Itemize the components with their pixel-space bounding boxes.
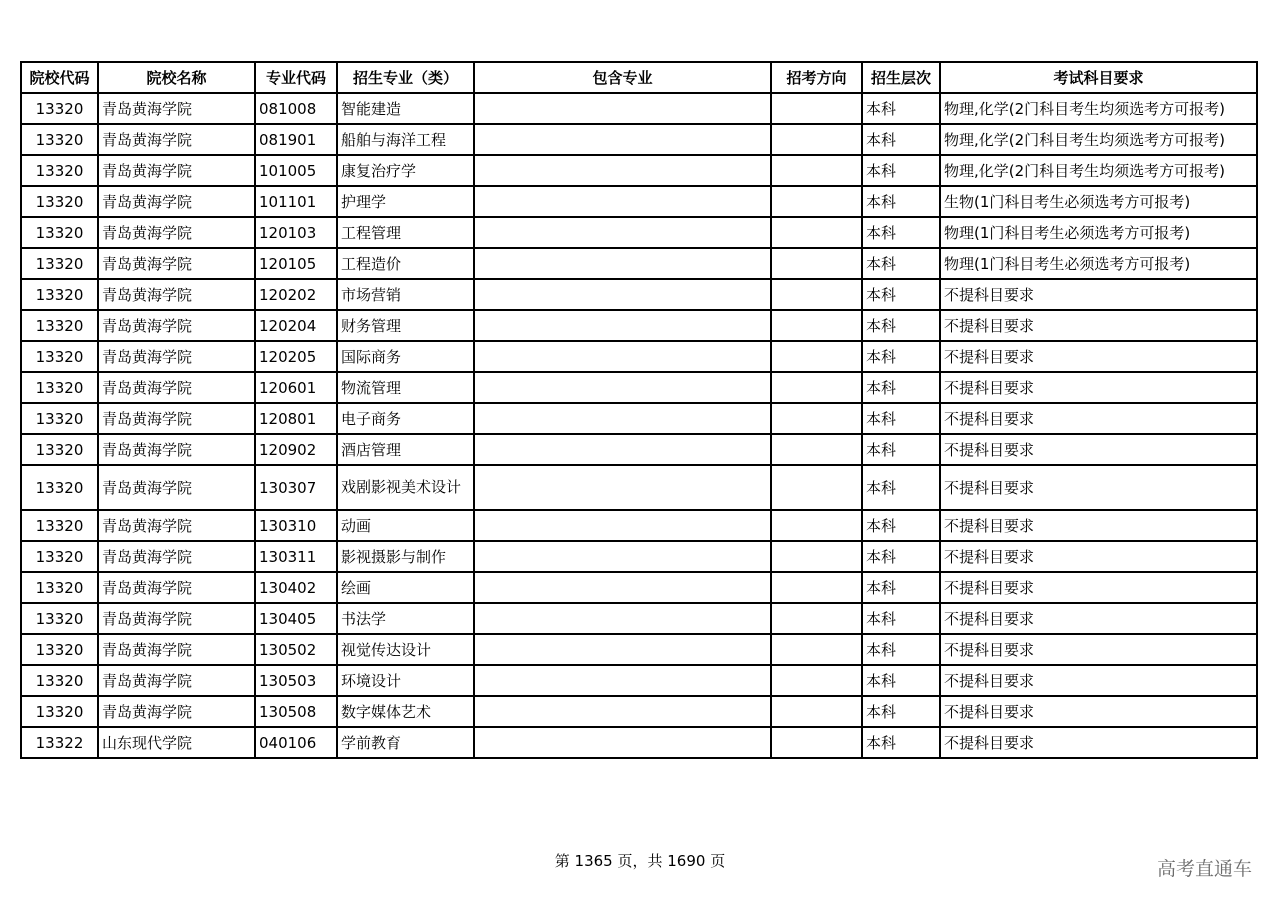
header-major: 招生专业（类） [337, 62, 474, 93]
cell-major-code: 081008 [255, 93, 337, 124]
cell-subject-requirements: 不提科目要求 [940, 465, 1257, 510]
cell-major: 戏剧影视美术设计 [337, 465, 474, 510]
cell-included-majors [474, 434, 771, 465]
table-row [21, 341, 1257, 372]
table-row [21, 696, 1257, 727]
cell-major-code: 130502 [255, 634, 337, 665]
cell-school-code: 13320 [21, 603, 98, 634]
cell-school-code: 13320 [21, 248, 98, 279]
cell-level: 本科 [862, 727, 940, 758]
cell-direction [771, 93, 862, 124]
cell-included-majors [474, 372, 771, 403]
cell-school-code: 13320 [21, 93, 98, 124]
cell-subject-requirements: 不提科目要求 [940, 372, 1257, 403]
cell-school-code: 13320 [21, 434, 98, 465]
cell-school-code: 13320 [21, 541, 98, 572]
cell-major: 财务管理 [337, 310, 474, 341]
cell-level: 本科 [862, 248, 940, 279]
cell-school-name: 青岛黄海学院 [98, 248, 255, 279]
cell-major: 酒店管理 [337, 434, 474, 465]
table-row [21, 372, 1257, 403]
cell-included-majors [474, 665, 771, 696]
cell-major-code: 130310 [255, 510, 337, 541]
cell-subject-requirements: 不提科目要求 [940, 572, 1257, 603]
table-row [21, 634, 1257, 665]
cell-included-majors [474, 341, 771, 372]
cell-included-majors [474, 541, 771, 572]
cell-subject-requirements: 不提科目要求 [940, 603, 1257, 634]
table-row [21, 217, 1257, 248]
cell-direction [771, 310, 862, 341]
cell-major: 影视摄影与制作 [337, 541, 474, 572]
cell-subject-requirements: 不提科目要求 [940, 510, 1257, 541]
cell-major: 智能建造 [337, 93, 474, 124]
cell-school-code: 13320 [21, 124, 98, 155]
table-header-row [21, 62, 1257, 93]
table-row [21, 93, 1257, 124]
cell-school-code: 13320 [21, 341, 98, 372]
cell-included-majors [474, 279, 771, 310]
table-body [21, 93, 1257, 758]
cell-level: 本科 [862, 696, 940, 727]
cell-school-name: 青岛黄海学院 [98, 465, 255, 510]
cell-major-code: 130405 [255, 603, 337, 634]
cell-major: 学前教育 [337, 727, 474, 758]
cell-school-name: 青岛黄海学院 [98, 510, 255, 541]
cell-level: 本科 [862, 93, 940, 124]
cell-subject-requirements: 生物(1门科目考生必须选考方可报考) [940, 186, 1257, 217]
cell-major: 康复治疗学 [337, 155, 474, 186]
cell-subject-requirements: 不提科目要求 [940, 727, 1257, 758]
header-school-code: 院校代码 [21, 62, 98, 93]
cell-level: 本科 [862, 155, 940, 186]
cell-subject-requirements: 不提科目要求 [940, 634, 1257, 665]
cell-included-majors [474, 465, 771, 510]
cell-included-majors [474, 603, 771, 634]
cell-included-majors [474, 634, 771, 665]
cell-included-majors [474, 696, 771, 727]
cell-included-majors [474, 217, 771, 248]
cell-subject-requirements: 物理(1门科目考生必须选考方可报考) [940, 217, 1257, 248]
cell-level: 本科 [862, 541, 940, 572]
cell-major: 工程管理 [337, 217, 474, 248]
cell-direction [771, 572, 862, 603]
cell-major-code: 081901 [255, 124, 337, 155]
cell-major: 船舶与海洋工程 [337, 124, 474, 155]
cell-major-code: 130307 [255, 465, 337, 510]
cell-school-code: 13320 [21, 572, 98, 603]
header-included-majors: 包含专业 [474, 62, 771, 93]
cell-major-code: 120105 [255, 248, 337, 279]
cell-level: 本科 [862, 186, 940, 217]
cell-included-majors [474, 93, 771, 124]
cell-major-code: 130508 [255, 696, 337, 727]
table-row [21, 279, 1257, 310]
table-row [21, 541, 1257, 572]
cell-school-name: 青岛黄海学院 [98, 403, 255, 434]
cell-school-name: 青岛黄海学院 [98, 434, 255, 465]
cell-direction [771, 279, 862, 310]
cell-included-majors [474, 124, 771, 155]
cell-major: 视觉传达设计 [337, 634, 474, 665]
cell-subject-requirements: 不提科目要求 [940, 434, 1257, 465]
cell-school-name: 青岛黄海学院 [98, 310, 255, 341]
cell-major-code: 130503 [255, 665, 337, 696]
header-direction: 招考方向 [771, 62, 862, 93]
cell-included-majors [474, 186, 771, 217]
cell-school-code: 13320 [21, 465, 98, 510]
table-row [21, 665, 1257, 696]
cell-direction [771, 603, 862, 634]
cell-major: 国际商务 [337, 341, 474, 372]
cell-subject-requirements: 不提科目要求 [940, 665, 1257, 696]
cell-included-majors [474, 510, 771, 541]
cell-subject-requirements: 物理,化学(2门科目考生均须选考方可报考) [940, 93, 1257, 124]
cell-major: 物流管理 [337, 372, 474, 403]
cell-major-code: 101005 [255, 155, 337, 186]
admission-table [20, 61, 1258, 759]
page-number: 第 1365 页，共 1690 页 [554, 852, 726, 870]
cell-level: 本科 [862, 434, 940, 465]
cell-subject-requirements: 不提科目要求 [940, 696, 1257, 727]
cell-direction [771, 727, 862, 758]
cell-school-code: 13320 [21, 634, 98, 665]
cell-direction [771, 372, 862, 403]
cell-direction [771, 665, 862, 696]
cell-included-majors [474, 248, 771, 279]
cell-direction [771, 634, 862, 665]
cell-direction [771, 510, 862, 541]
cell-school-code: 13320 [21, 510, 98, 541]
table-row [21, 603, 1257, 634]
cell-subject-requirements: 不提科目要求 [940, 279, 1257, 310]
header-subject-requirements: 考试科目要求 [940, 62, 1257, 93]
cell-level: 本科 [862, 279, 940, 310]
cell-direction [771, 403, 862, 434]
cell-level: 本科 [862, 465, 940, 510]
cell-direction [771, 696, 862, 727]
cell-included-majors [474, 155, 771, 186]
table-row [21, 465, 1257, 510]
cell-major: 护理学 [337, 186, 474, 217]
cell-level: 本科 [862, 603, 940, 634]
cell-level: 本科 [862, 572, 940, 603]
cell-school-code: 13320 [21, 217, 98, 248]
header-school-name: 院校名称 [98, 62, 255, 93]
cell-subject-requirements: 不提科目要求 [940, 310, 1257, 341]
cell-school-name: 青岛黄海学院 [98, 372, 255, 403]
cell-subject-requirements: 不提科目要求 [940, 341, 1257, 372]
cell-school-name: 青岛黄海学院 [98, 541, 255, 572]
cell-school-code: 13322 [21, 727, 98, 758]
cell-level: 本科 [862, 634, 940, 665]
table-row [21, 727, 1257, 758]
cell-level: 本科 [862, 665, 940, 696]
cell-included-majors [474, 403, 771, 434]
cell-school-code: 13320 [21, 696, 98, 727]
cell-major-code: 130402 [255, 572, 337, 603]
cell-major-code: 120202 [255, 279, 337, 310]
cell-level: 本科 [862, 341, 940, 372]
cell-school-code: 13320 [21, 155, 98, 186]
cell-level: 本科 [862, 217, 940, 248]
cell-major: 动画 [337, 510, 474, 541]
table-row [21, 572, 1257, 603]
cell-school-code: 13320 [21, 403, 98, 434]
cell-school-name: 青岛黄海学院 [98, 279, 255, 310]
cell-major: 工程造价 [337, 248, 474, 279]
cell-major: 环境设计 [337, 665, 474, 696]
cell-school-code: 13320 [21, 310, 98, 341]
table-row [21, 510, 1257, 541]
cell-subject-requirements: 不提科目要求 [940, 541, 1257, 572]
cell-subject-requirements: 不提科目要求 [940, 403, 1257, 434]
cell-subject-requirements: 物理,化学(2门科目考生均须选考方可报考) [940, 124, 1257, 155]
cell-subject-requirements: 物理,化学(2门科目考生均须选考方可报考) [940, 155, 1257, 186]
header-level: 招生层次 [862, 62, 940, 93]
cell-school-code: 13320 [21, 279, 98, 310]
cell-included-majors [474, 572, 771, 603]
cell-direction [771, 186, 862, 217]
cell-level: 本科 [862, 372, 940, 403]
cell-school-name: 青岛黄海学院 [98, 124, 255, 155]
cell-school-name: 青岛黄海学院 [98, 155, 255, 186]
watermark: 高考直通车 [1156, 858, 1252, 880]
cell-level: 本科 [862, 310, 940, 341]
cell-major-code: 130311 [255, 541, 337, 572]
cell-school-name: 青岛黄海学院 [98, 603, 255, 634]
cell-school-name: 青岛黄海学院 [98, 186, 255, 217]
cell-school-name: 青岛黄海学院 [98, 217, 255, 248]
table-row [21, 124, 1257, 155]
cell-direction [771, 124, 862, 155]
cell-major: 书法学 [337, 603, 474, 634]
cell-major: 电子商务 [337, 403, 474, 434]
table-row [21, 248, 1257, 279]
table-row [21, 403, 1257, 434]
cell-direction [771, 248, 862, 279]
cell-major: 数字媒体艺术 [337, 696, 474, 727]
cell-direction [771, 541, 862, 572]
cell-school-name: 青岛黄海学院 [98, 93, 255, 124]
cell-direction [771, 217, 862, 248]
cell-subject-requirements: 物理(1门科目考生必须选考方可报考) [940, 248, 1257, 279]
cell-school-name: 青岛黄海学院 [98, 341, 255, 372]
cell-major: 市场营销 [337, 279, 474, 310]
cell-direction [771, 465, 862, 510]
cell-major-code: 120205 [255, 341, 337, 372]
cell-school-code: 13320 [21, 186, 98, 217]
cell-school-name: 山东现代学院 [98, 727, 255, 758]
cell-school-code: 13320 [21, 372, 98, 403]
table-row [21, 155, 1257, 186]
cell-included-majors [474, 310, 771, 341]
cell-level: 本科 [862, 403, 940, 434]
cell-direction [771, 155, 862, 186]
cell-school-name: 青岛黄海学院 [98, 572, 255, 603]
cell-school-name: 青岛黄海学院 [98, 634, 255, 665]
cell-direction [771, 434, 862, 465]
cell-level: 本科 [862, 510, 940, 541]
cell-major-code: 120801 [255, 403, 337, 434]
table-row [21, 310, 1257, 341]
cell-school-name: 青岛黄海学院 [98, 696, 255, 727]
cell-major: 绘画 [337, 572, 474, 603]
cell-major-code: 120204 [255, 310, 337, 341]
cell-level: 本科 [862, 124, 940, 155]
cell-direction [771, 341, 862, 372]
cell-major-code: 040106 [255, 727, 337, 758]
cell-major-code: 101101 [255, 186, 337, 217]
header-major-code: 专业代码 [255, 62, 337, 93]
cell-major-code: 120902 [255, 434, 337, 465]
cell-school-name: 青岛黄海学院 [98, 665, 255, 696]
cell-major-code: 120103 [255, 217, 337, 248]
table-row [21, 186, 1257, 217]
cell-included-majors [474, 727, 771, 758]
cell-major-code: 120601 [255, 372, 337, 403]
cell-school-code: 13320 [21, 665, 98, 696]
table-row [21, 434, 1257, 465]
